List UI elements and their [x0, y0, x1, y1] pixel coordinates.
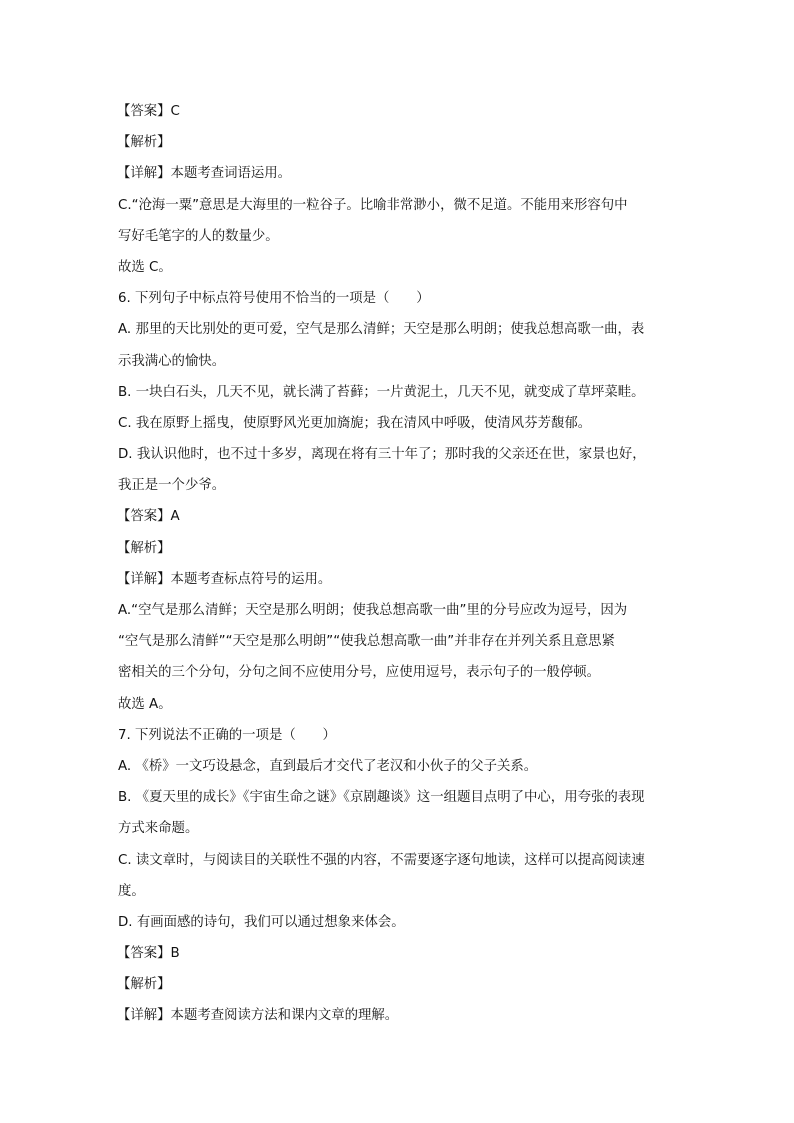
- question-6-option-a: A. 那里的天比别处的更可爱，空气是那么清鲜；天空是那么明朗；使我总想高歌一曲，表: [118, 322, 645, 338]
- question-6-option-d-cont: 我正是一个少爷。: [118, 478, 226, 494]
- explanation-line: “空气是那么清鲜”“天空是那么明朗”“使我总想高歌一曲”并非存在并列关系且意思紧: [118, 634, 615, 650]
- choice-conclusion: 故选 A。: [118, 696, 172, 712]
- question-6-option-a-cont: 示我满心的愉快。: [118, 353, 226, 369]
- choice-conclusion: 故选 C。: [118, 259, 172, 275]
- detail-text: 【详解】本题考查阅读方法和课内文章的理解。: [117, 1008, 399, 1024]
- explanation-line: C.“沧海一粟”意思是大海里的一粒谷子。比喻非常渺小，微不足道。不能用来形容句中: [118, 197, 628, 213]
- answer-label: 【答案】C: [117, 104, 180, 119]
- question-6-option-b: B. 一块白石头，几天不见，就长满了苔藓；一片黄泥土，几天不见，就变成了草坪菜畦。: [118, 384, 645, 400]
- detail-text: 【详解】本题考查词语运用。: [117, 166, 292, 182]
- analysis-label: 【解析】: [117, 135, 171, 151]
- explanation-line: A.“空气是那么清鲜；天空是那么明朗；使我总想高歌一曲”里的分号应改为逗号，因为: [118, 603, 628, 618]
- answer-label: 【答案】B: [117, 946, 180, 962]
- question-7-option-b-cont: 方式来命题。: [118, 821, 199, 837]
- question-6-option-d: D. 我认识他时，也不过十多岁，离现在将有三十年了；那时我的父亲还在世，家景也好，: [118, 447, 646, 463]
- question-7-option-c: C. 读文章时，与阅读目的关联性不强的内容，不需要逐字逐句地读，这样可以提高阅读速: [118, 852, 645, 868]
- question-7-option-c-cont: 度。: [118, 883, 145, 899]
- detail-text: 【详解】本题考查标点符号的运用。: [117, 571, 332, 587]
- answer-label: 【答案】A: [117, 509, 180, 525]
- question-6-option-c: C. 我在原野上摇曳，使原野风光更加旖旎；我在清风中呼吸，使清风芬芳馥郁。: [118, 415, 592, 431]
- question-7-option-a: A. 《桥》一文巧设悬念，直到最后才交代了老汉和小伙子的父子关系。: [118, 758, 538, 774]
- question-7-stem: 7. 下列说法不正确的一项是（ ）: [118, 727, 336, 743]
- analysis-label: 【解析】: [117, 977, 171, 993]
- document-page: [118, 101, 678, 1037]
- question-7-option-b: B. 《夏天里的成长》《宇宙生命之谜》《京剧趣谈》这一组题目点明了中心，用夸张的表现: [118, 790, 645, 806]
- explanation-line: 密相关的三个分句，分句之间不应使用分号，应使用逗号，表示句子的一般停顿。: [118, 665, 601, 681]
- analysis-label: 【解析】: [117, 540, 171, 556]
- question-7-option-d: D. 有画面感的诗句，我们可以通过想象来体会。: [118, 914, 405, 930]
- explanation-line: 写好毛笔字的人的数量少。: [118, 228, 279, 244]
- question-6-stem: 6. 下列句子中标点符号使用不恰当的一项是（ ）: [118, 291, 430, 307]
